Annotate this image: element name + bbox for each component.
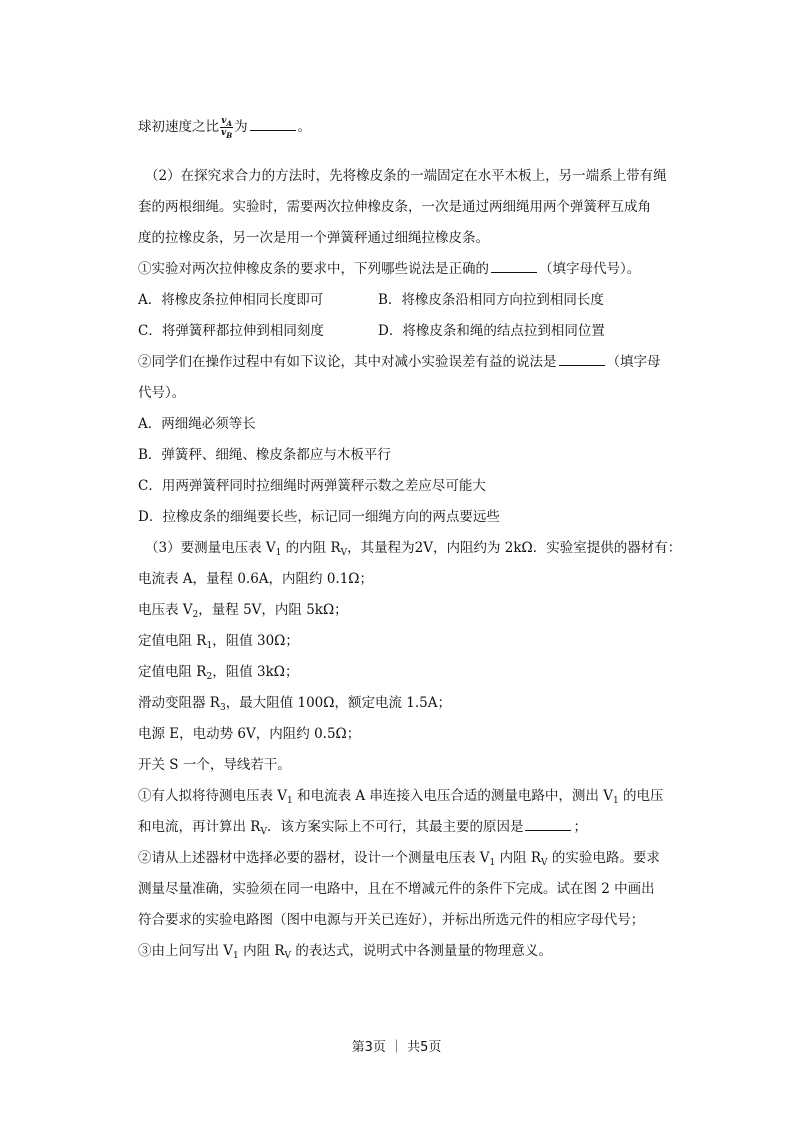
q3-sub3-line: ③由上问写出 $V_1$ 内阻 $R_V$ 的表达式，说明式中各测量量的物理意义。 bbox=[138, 943, 552, 961]
option-a: A．两细绳必须等长 bbox=[138, 416, 256, 432]
q1-tail-line: 球初速度之比 $\frac{v_A}{v_B}$ 为 。 bbox=[138, 116, 312, 140]
q2-sub1-question: ①实验对两次拉伸橡皮条的要求中，下列哪些说法是正确的 （填字母代号）。 bbox=[138, 261, 641, 277]
velocity-ratio-fraction: $\frac{v_A}{v_B}$ bbox=[221, 116, 233, 140]
answer-blank[interactable] bbox=[491, 260, 537, 273]
q2-sub1-options-row-2 bbox=[138, 321, 658, 341]
q3-sub2-line-3: 符合要求的实验电路图（图中电源与开关已连好），并标出所选元件的相应字母代号； bbox=[138, 912, 645, 928]
q2-intro-line-3: 度的拉橡皮条，另一次是用一个弹簧秤通过细绳拉橡皮条。 bbox=[138, 230, 489, 246]
option-d: D．拉橡皮条的细绳要长些，标记同一细绳方向的两点要远些 bbox=[138, 509, 500, 525]
answer-blank[interactable] bbox=[559, 353, 605, 366]
q2-intro-line-1: （2）在探究求合力的方法时，先将橡皮条的一端固定在水平木板上，另一端系上带有绳 bbox=[145, 168, 667, 184]
answer-blank[interactable] bbox=[250, 118, 296, 131]
equipment-item: 滑动变阻器 $R_3$，最大阻值 100Ω，额定电流 1.5A； bbox=[138, 695, 451, 713]
answer-blank[interactable] bbox=[525, 818, 571, 831]
option-a: A．将橡皮条拉伸相同长度即可 bbox=[138, 292, 324, 308]
option-d: D．将橡皮条和绳的结点拉到相同位置 bbox=[378, 323, 605, 339]
equipment-item: 定值电阻 $R_1$，阻值 30Ω； bbox=[138, 633, 299, 651]
equipment-item: 定值电阻 $R_2$，阻值 3kΩ； bbox=[138, 664, 299, 682]
q3-sub1-line-2: 和电流，再计算出 $R_V$．该方案实际上不可行，其最主要的原因是 ； bbox=[138, 819, 587, 837]
q2-sub2-question: ②同学们在操作过程中有如下议论，其中对减小实验误差有益的说法是 （填字母 bbox=[138, 354, 661, 370]
page-footer: 第3页 ｜ 共5页 bbox=[351, 1040, 442, 1055]
q2-sub1-options-row-1 bbox=[138, 290, 658, 310]
equipment-item: 开关 S 一个，导线若干。 bbox=[138, 757, 291, 773]
equipment-item: 电压表 $V_2$，量程 5V，内阻 5kΩ； bbox=[138, 602, 348, 620]
q3-sub2-line-1: ②请从上述器材中选择必要的器材，设计一个测量电压表 $V_1$ 内阻 $R_V$ 的实验电路。要求 bbox=[138, 850, 660, 868]
equipment-item: 电源 E，电动势 6V，内阻约 0.5Ω； bbox=[138, 726, 361, 742]
option-b: B．弹簧秤、细绳、橡皮条都应与木板平行 bbox=[138, 447, 391, 463]
q2-intro-line-2: 套的两根细绳。实验时，需要两次拉伸橡皮条，一次是通过两细绳用两个弹簧秤互成角 bbox=[138, 199, 651, 215]
option-c: C．用两弹簧秤同时拉细绳时两弹簧秤示数之差应尽可能大 bbox=[138, 478, 486, 494]
q3-sub2-line-2: 测量尽量准确，实验须在同一电路中，且在不增减元件的条件下完成。试在图 2 中画出 bbox=[138, 881, 655, 897]
option-c: C．将弹簧秤都拉伸到相同刻度 bbox=[138, 323, 324, 339]
q3-sub1-line-1: ①有人拟将待测电压表 $V_1$ 和电流表 A 串连接入电压合适的测量电路中，测出 $V_1$ 的电压 bbox=[138, 788, 664, 806]
q3-intro: （3）要测量电压表 $V_1$ 的内阻 $R_V$，其量程为2V，内阻约为 2kΩ．实验室提供的器材有： bbox=[145, 540, 682, 558]
option-b: B．将橡皮条沿相同方向拉到相同长度 bbox=[378, 292, 604, 308]
equipment-item: 电流表 A，量程 0.6A，内阻约 0.1Ω； bbox=[138, 571, 374, 587]
q2-sub2-question-cont: 代号）。 bbox=[138, 385, 186, 401]
